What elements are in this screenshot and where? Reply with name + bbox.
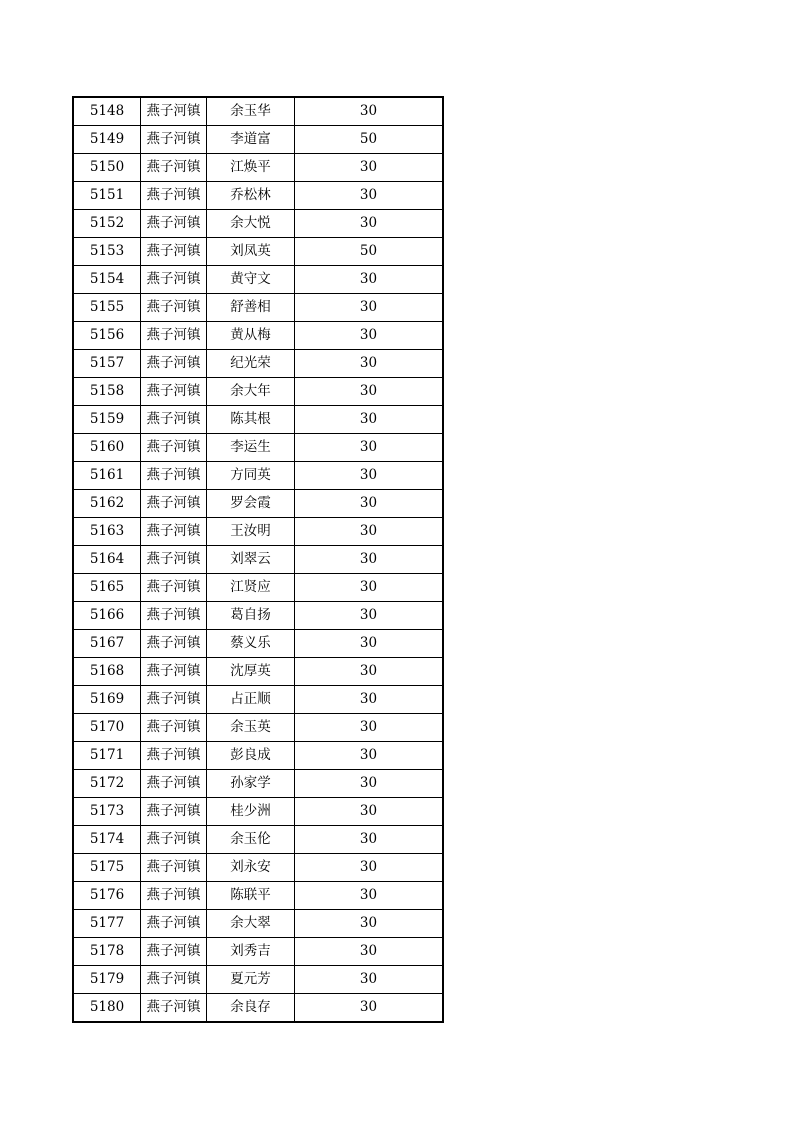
- person-name-cell: 余大翠: [207, 910, 295, 938]
- person-name-cell: 李道富: [207, 126, 295, 154]
- table-row: [73, 182, 443, 210]
- town-cell: 燕子河镇: [141, 798, 207, 826]
- table-row: [73, 770, 443, 798]
- table-row: [73, 714, 443, 742]
- table-row: [73, 826, 443, 854]
- table-row: [73, 490, 443, 518]
- record-id-cell: 5162: [73, 490, 141, 518]
- table-row: [73, 630, 443, 658]
- table-row: [73, 406, 443, 434]
- records-table-body: [73, 97, 443, 1022]
- town-cell: 燕子河镇: [141, 854, 207, 882]
- amount-cell: 30: [295, 97, 444, 126]
- person-name-cell: 黄守文: [207, 266, 295, 294]
- record-id-cell: 5158: [73, 378, 141, 406]
- table-row: [73, 322, 443, 350]
- table-row: [73, 602, 443, 630]
- table-row: [73, 126, 443, 154]
- person-name-cell: 刘凤英: [207, 238, 295, 266]
- record-id-cell: 5165: [73, 574, 141, 602]
- amount-cell: 30: [295, 154, 444, 182]
- record-id-cell: 5154: [73, 266, 141, 294]
- record-id-cell: 5148: [73, 97, 141, 126]
- record-id-cell: 5176: [73, 882, 141, 910]
- amount-cell: 30: [295, 266, 444, 294]
- amount-cell: 30: [295, 406, 444, 434]
- town-cell: 燕子河镇: [141, 350, 207, 378]
- record-id-cell: 5150: [73, 154, 141, 182]
- town-cell: 燕子河镇: [141, 154, 207, 182]
- person-name-cell: 乔松林: [207, 182, 295, 210]
- table-row: [73, 97, 443, 126]
- record-id-cell: 5149: [73, 126, 141, 154]
- record-id-cell: 5179: [73, 966, 141, 994]
- town-cell: 燕子河镇: [141, 182, 207, 210]
- record-id-cell: 5151: [73, 182, 141, 210]
- person-name-cell: 刘秀吉: [207, 938, 295, 966]
- town-cell: 燕子河镇: [141, 126, 207, 154]
- amount-cell: 30: [295, 966, 444, 994]
- record-id-cell: 5161: [73, 462, 141, 490]
- records-table: [72, 96, 444, 1023]
- record-id-cell: 5166: [73, 602, 141, 630]
- town-cell: 燕子河镇: [141, 966, 207, 994]
- person-name-cell: 桂少洲: [207, 798, 295, 826]
- town-cell: 燕子河镇: [141, 574, 207, 602]
- table-row: [73, 966, 443, 994]
- record-id-cell: 5174: [73, 826, 141, 854]
- table-row: [73, 798, 443, 826]
- table-row: [73, 546, 443, 574]
- amount-cell: 30: [295, 210, 444, 238]
- person-name-cell: 陈联平: [207, 882, 295, 910]
- table-row: [73, 882, 443, 910]
- person-name-cell: 江焕平: [207, 154, 295, 182]
- person-name-cell: 黄从梅: [207, 322, 295, 350]
- amount-cell: 30: [295, 770, 444, 798]
- record-id-cell: 5160: [73, 434, 141, 462]
- amount-cell: 30: [295, 882, 444, 910]
- amount-cell: 30: [295, 350, 444, 378]
- amount-cell: 30: [295, 182, 444, 210]
- person-name-cell: 余玉华: [207, 97, 295, 126]
- amount-cell: 30: [295, 854, 444, 882]
- town-cell: 燕子河镇: [141, 630, 207, 658]
- person-name-cell: 彭良成: [207, 742, 295, 770]
- person-name-cell: 沈厚英: [207, 658, 295, 686]
- amount-cell: 30: [295, 462, 444, 490]
- amount-cell: 50: [295, 126, 444, 154]
- amount-cell: 30: [295, 294, 444, 322]
- table-row: [73, 266, 443, 294]
- record-id-cell: 5159: [73, 406, 141, 434]
- table-row: [73, 294, 443, 322]
- record-id-cell: 5163: [73, 518, 141, 546]
- amount-cell: 30: [295, 574, 444, 602]
- town-cell: 燕子河镇: [141, 882, 207, 910]
- record-id-cell: 5175: [73, 854, 141, 882]
- record-id-cell: 5157: [73, 350, 141, 378]
- town-cell: 燕子河镇: [141, 546, 207, 574]
- table-row: [73, 378, 443, 406]
- amount-cell: 30: [295, 742, 444, 770]
- table-row: [73, 210, 443, 238]
- person-name-cell: 余良存: [207, 994, 295, 1023]
- amount-cell: 30: [295, 714, 444, 742]
- person-name-cell: 余大年: [207, 378, 295, 406]
- town-cell: 燕子河镇: [141, 994, 207, 1023]
- town-cell: 燕子河镇: [141, 826, 207, 854]
- table-row: [73, 658, 443, 686]
- town-cell: 燕子河镇: [141, 378, 207, 406]
- table-row: [73, 910, 443, 938]
- record-id-cell: 5173: [73, 798, 141, 826]
- table-row: [73, 238, 443, 266]
- town-cell: 燕子河镇: [141, 294, 207, 322]
- record-id-cell: 5177: [73, 910, 141, 938]
- table-row: [73, 462, 443, 490]
- town-cell: 燕子河镇: [141, 770, 207, 798]
- town-cell: 燕子河镇: [141, 938, 207, 966]
- town-cell: 燕子河镇: [141, 490, 207, 518]
- table-row: [73, 938, 443, 966]
- record-id-cell: 5171: [73, 742, 141, 770]
- amount-cell: 30: [295, 910, 444, 938]
- amount-cell: 30: [295, 826, 444, 854]
- record-id-cell: 5155: [73, 294, 141, 322]
- town-cell: 燕子河镇: [141, 658, 207, 686]
- record-id-cell: 5167: [73, 630, 141, 658]
- amount-cell: 30: [295, 938, 444, 966]
- town-cell: 燕子河镇: [141, 434, 207, 462]
- town-cell: 燕子河镇: [141, 602, 207, 630]
- amount-cell: 50: [295, 238, 444, 266]
- town-cell: 燕子河镇: [141, 462, 207, 490]
- amount-cell: 30: [295, 490, 444, 518]
- person-name-cell: 余玉英: [207, 714, 295, 742]
- town-cell: 燕子河镇: [141, 97, 207, 126]
- person-name-cell: 余大悦: [207, 210, 295, 238]
- table-row: [73, 434, 443, 462]
- town-cell: 燕子河镇: [141, 686, 207, 714]
- amount-cell: 30: [295, 994, 444, 1023]
- amount-cell: 30: [295, 378, 444, 406]
- table-row: [73, 574, 443, 602]
- person-name-cell: 纪光荣: [207, 350, 295, 378]
- person-name-cell: 夏元芳: [207, 966, 295, 994]
- record-id-cell: 5172: [73, 770, 141, 798]
- record-id-cell: 5152: [73, 210, 141, 238]
- person-name-cell: 方同英: [207, 462, 295, 490]
- record-id-cell: 5156: [73, 322, 141, 350]
- person-name-cell: 占正顺: [207, 686, 295, 714]
- amount-cell: 30: [295, 658, 444, 686]
- record-id-cell: 5168: [73, 658, 141, 686]
- town-cell: 燕子河镇: [141, 518, 207, 546]
- record-id-cell: 5178: [73, 938, 141, 966]
- record-id-cell: 5180: [73, 994, 141, 1023]
- amount-cell: 30: [295, 686, 444, 714]
- person-name-cell: 罗会霞: [207, 490, 295, 518]
- town-cell: 燕子河镇: [141, 322, 207, 350]
- person-name-cell: 舒善相: [207, 294, 295, 322]
- record-id-cell: 5153: [73, 238, 141, 266]
- town-cell: 燕子河镇: [141, 266, 207, 294]
- record-id-cell: 5170: [73, 714, 141, 742]
- record-id-cell: 5164: [73, 546, 141, 574]
- amount-cell: 30: [295, 518, 444, 546]
- person-name-cell: 陈其根: [207, 406, 295, 434]
- person-name-cell: 江贤应: [207, 574, 295, 602]
- person-name-cell: 李运生: [207, 434, 295, 462]
- table-row: [73, 350, 443, 378]
- person-name-cell: 葛自扬: [207, 602, 295, 630]
- person-name-cell: 蔡义乐: [207, 630, 295, 658]
- table-row: [73, 994, 443, 1023]
- town-cell: 燕子河镇: [141, 742, 207, 770]
- table-row: [73, 854, 443, 882]
- town-cell: 燕子河镇: [141, 406, 207, 434]
- record-id-cell: 5169: [73, 686, 141, 714]
- person-name-cell: 王汝明: [207, 518, 295, 546]
- table-row: [73, 742, 443, 770]
- table-row: [73, 686, 443, 714]
- person-name-cell: 刘永安: [207, 854, 295, 882]
- person-name-cell: 刘翠云: [207, 546, 295, 574]
- table-row: [73, 518, 443, 546]
- amount-cell: 30: [295, 602, 444, 630]
- person-name-cell: 孙家学: [207, 770, 295, 798]
- person-name-cell: 余玉伦: [207, 826, 295, 854]
- amount-cell: 30: [295, 322, 444, 350]
- amount-cell: 30: [295, 630, 444, 658]
- town-cell: 燕子河镇: [141, 910, 207, 938]
- amount-cell: 30: [295, 434, 444, 462]
- town-cell: 燕子河镇: [141, 210, 207, 238]
- amount-cell: 30: [295, 798, 444, 826]
- town-cell: 燕子河镇: [141, 238, 207, 266]
- table-row: [73, 154, 443, 182]
- town-cell: 燕子河镇: [141, 714, 207, 742]
- amount-cell: 30: [295, 546, 444, 574]
